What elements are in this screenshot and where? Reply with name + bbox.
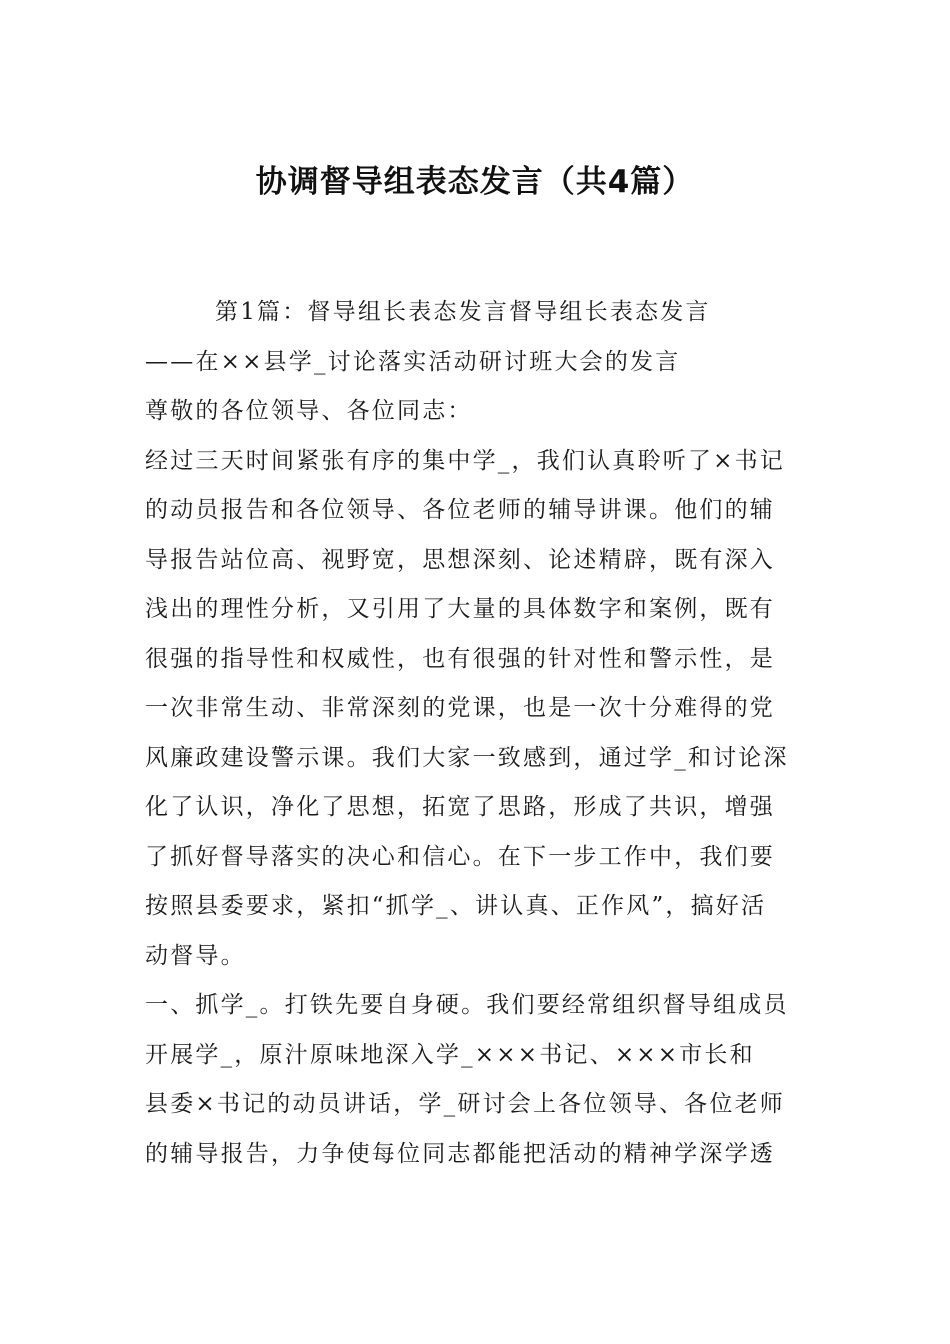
paragraph-line: 的动员报告和各位领导、各位老师的辅导讲课。他们的辅 [145, 497, 775, 523]
speech-subtitle: ——在××县学_讨论落实活动研讨班大会的发言 [145, 348, 681, 375]
paragraph-line: 了抓好督导落实的决心和信心。在下一步工作中，我们要 [145, 843, 775, 870]
paragraph-line: 的辅导报告，力争使每位同志都能把活动的精神学深学透 [145, 1140, 775, 1167]
paragraph-line: 动督导。 [145, 942, 246, 969]
paragraph-line: 化了认识，净化了思想，拓宽了思路，形成了共识，增强 [145, 794, 775, 820]
paragraph-line: 经过三天时间紧张有序的集中学_，我们认真聆听了×书记 [145, 447, 785, 474]
chapter-heading: 第1篇：督导组长表态发言督导组长表态发言 [215, 299, 711, 325]
paragraph-line: 风廉政建设警示课。我们大家一致感到，通过学_和讨论深 [145, 744, 789, 771]
document-title: 协调督导组表态发言（共4篇） [255, 164, 695, 200]
paragraph-line: 一、抓学_。打铁先要自身硬。我们要经常组织督导组成员 [145, 992, 789, 1018]
paragraph-line: 一次非常生动、非常深刻的党课，也是一次十分难得的党 [145, 695, 775, 721]
salutation: 尊敬的各位领导、各位同志： [145, 398, 473, 424]
paragraph-line: 按照县委要求，紧扣“抓学_、讲认真、正作风”，搞好活 [145, 893, 767, 919]
paragraph-line: 很强的指导性和权威性，也有很强的针对性和警示性，是 [145, 645, 775, 672]
paragraph-line: 县委×书记的动员讲话，学_研讨会上各位领导、各位老师 [145, 1091, 785, 1117]
document-body [145, 288, 810, 1179]
paragraph-line: 浅出的理性分析，又引用了大量的具体数字和案例，既有 [145, 596, 775, 622]
paragraph-line: 导报告站位高、视野宽，思想深刻、论述精辟，既有深入 [145, 546, 775, 573]
paragraph-line: 开展学_，原汁原味地深入学_×××书记、×××市长和 [145, 1041, 755, 1068]
